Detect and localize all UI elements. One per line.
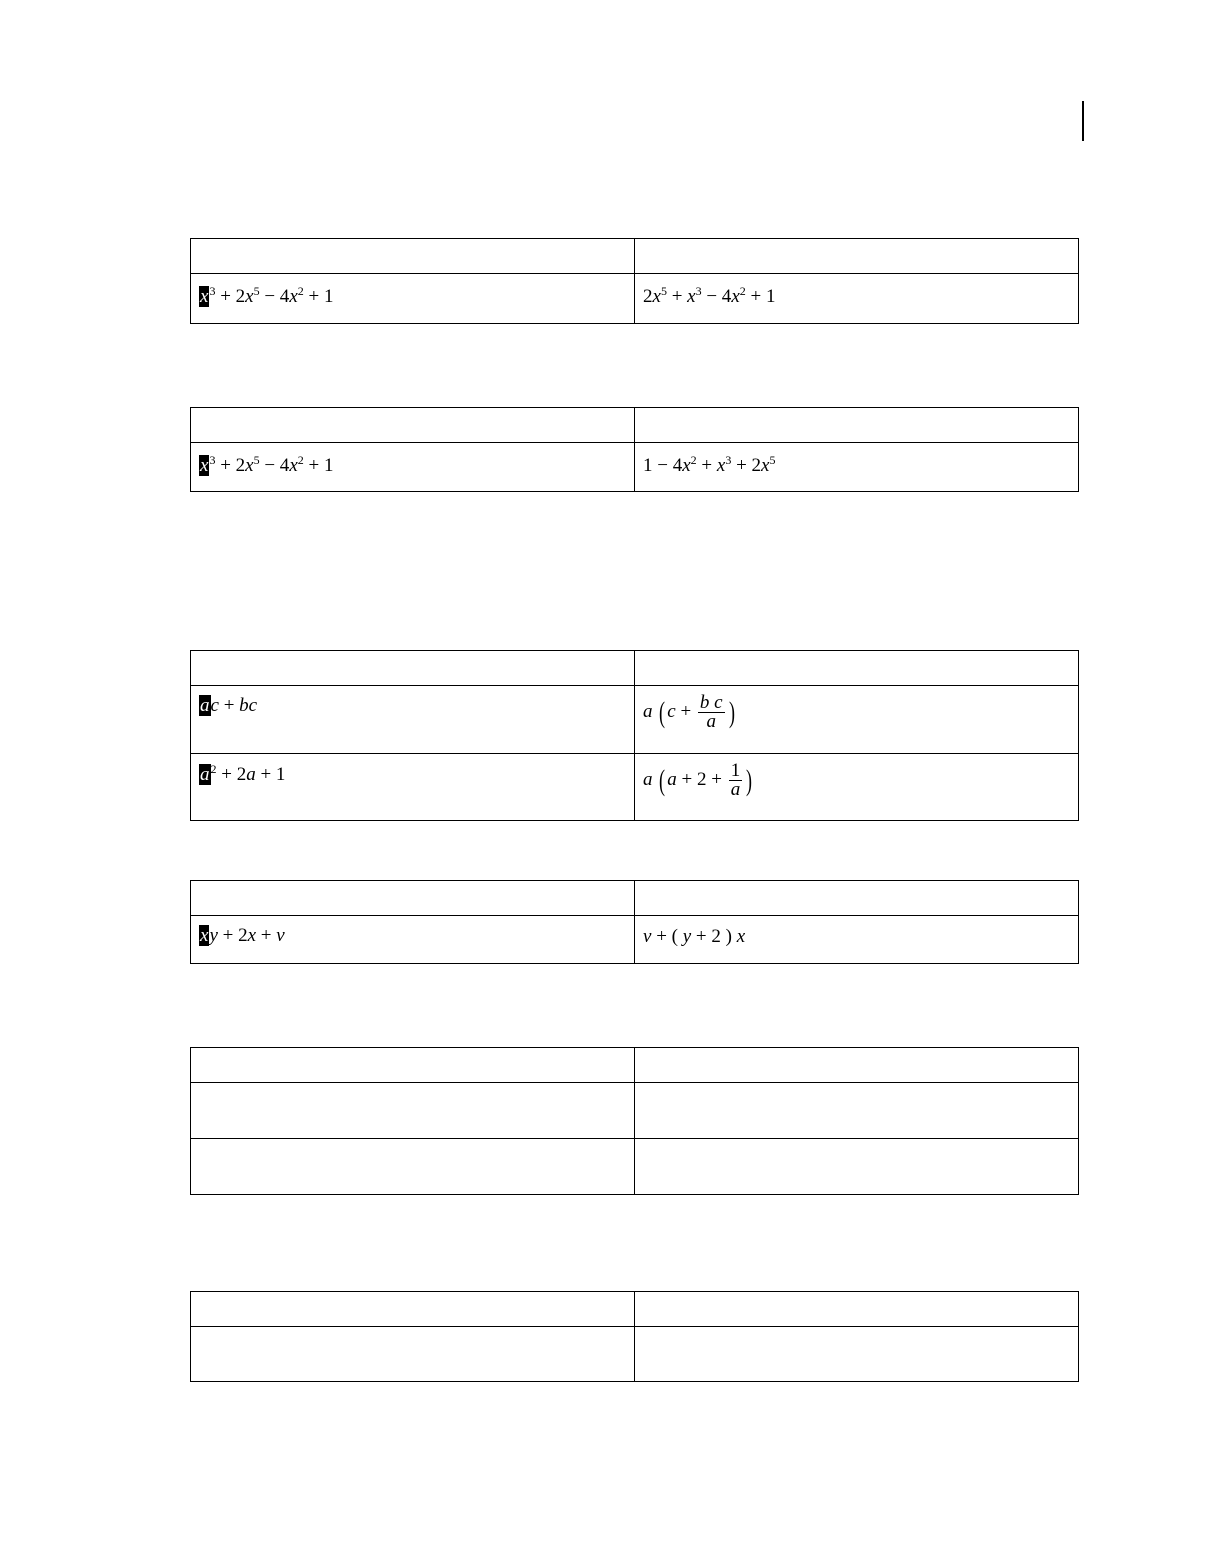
page-marker bbox=[1082, 101, 1084, 141]
selection-cursor: x bbox=[200, 455, 209, 476]
table-row bbox=[191, 1327, 1079, 1382]
input-expression: ac + bc bbox=[200, 695, 258, 716]
input-expression: $a^2 + 2a + 1$ bbox=[200, 762, 286, 785]
expression-table-2 bbox=[190, 407, 1079, 492]
result-expression-cell bbox=[635, 916, 1079, 964]
result-expression-cell bbox=[635, 754, 1079, 821]
table-header-row bbox=[191, 1292, 1079, 1327]
fraction: $\frac{1}{a}$ bbox=[730, 760, 741, 800]
result-expression: $2x^5 + x^3 - 4x^2 + 1$ bbox=[643, 284, 776, 307]
result-expression-cell bbox=[635, 1327, 1079, 1382]
selection-cursor: x bbox=[200, 286, 209, 307]
expression-table-6 bbox=[190, 1291, 1079, 1382]
input-expression: xy + 2x + v bbox=[200, 925, 285, 946]
table-row bbox=[191, 916, 1079, 964]
header-cell bbox=[635, 1048, 1079, 1083]
input-expression: $x^3 + 2x^5 - 4x^2 + 1$ bbox=[200, 453, 334, 476]
result-expression-cell bbox=[635, 1083, 1079, 1139]
input-expression-cell[interactable] bbox=[191, 274, 635, 324]
fraction: $\frac{\text{b c}}{a}$ bbox=[699, 692, 723, 732]
table-header-row bbox=[191, 239, 1079, 274]
result-expression: v + ( y + 2 ) x bbox=[643, 926, 746, 947]
input-expression-cell[interactable] bbox=[191, 1139, 635, 1195]
result-expression-cell bbox=[635, 274, 1079, 324]
table-row bbox=[191, 443, 1079, 492]
result-expression-cell bbox=[635, 443, 1079, 492]
header-cell bbox=[635, 1292, 1079, 1327]
selection-cursor: a bbox=[200, 764, 210, 785]
header-cell bbox=[191, 881, 635, 916]
table-header-row bbox=[191, 651, 1079, 686]
input-expression-cell[interactable] bbox=[191, 1083, 635, 1139]
table-header-row bbox=[191, 881, 1079, 916]
input-expression-cell[interactable] bbox=[191, 916, 635, 964]
table-row bbox=[191, 1083, 1079, 1139]
header-cell bbox=[191, 1292, 635, 1327]
input-expression-cell[interactable] bbox=[191, 686, 635, 754]
expression-table-1 bbox=[190, 238, 1079, 324]
table-row bbox=[191, 754, 1079, 821]
selection-cursor: a bbox=[200, 695, 210, 716]
expression-table-4 bbox=[190, 880, 1079, 964]
input-expression-cell[interactable] bbox=[191, 1327, 635, 1382]
table-header-row bbox=[191, 408, 1079, 443]
header-cell bbox=[635, 881, 1079, 916]
header-cell bbox=[635, 408, 1079, 443]
table-row bbox=[191, 686, 1079, 754]
result-expression-cell bbox=[635, 686, 1079, 754]
header-cell bbox=[191, 651, 635, 686]
result-expression: $1 - 4x^2 + x^3 + 2x^5$ bbox=[643, 453, 776, 476]
selection-cursor: x bbox=[200, 925, 209, 946]
table-header-row bbox=[191, 1048, 1079, 1083]
input-expression: $x^3 + 2x^5 - 4x^2 + 1$ bbox=[200, 284, 334, 307]
header-cell bbox=[191, 408, 635, 443]
table-row bbox=[191, 274, 1079, 324]
expression-table-3 bbox=[190, 650, 1079, 821]
input-expression-cell[interactable] bbox=[191, 754, 635, 821]
result-expression: a ( a + 2 + $\frac{1}{a}$ ) bbox=[643, 760, 753, 800]
result-expression-cell bbox=[635, 1139, 1079, 1195]
table-row bbox=[191, 1139, 1079, 1195]
input-expression-cell[interactable] bbox=[191, 443, 635, 492]
header-cell bbox=[635, 239, 1079, 274]
expression-table-5 bbox=[190, 1047, 1079, 1195]
header-cell bbox=[191, 239, 635, 274]
header-cell bbox=[635, 651, 1079, 686]
result-expression: a ( c + $\frac{\text{b c}}{a}$ ) bbox=[643, 692, 735, 732]
header-cell bbox=[191, 1048, 635, 1083]
